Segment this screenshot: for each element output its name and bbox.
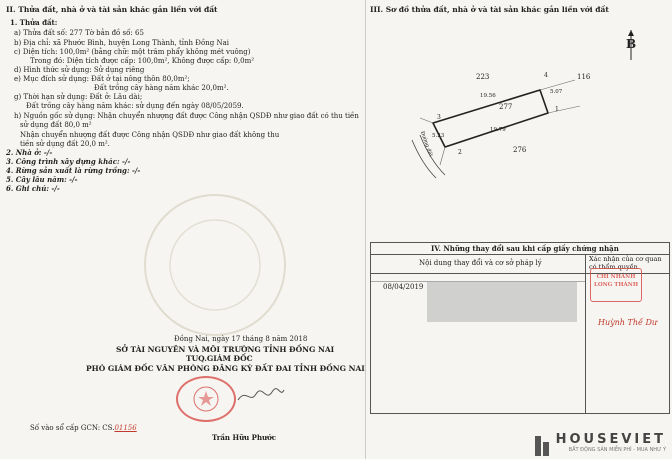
point-4: 4 [544, 72, 548, 79]
origin-3: Nhận chuyển nhượng đất được Công nhận QSDĐ như giao đất không thu [20, 131, 280, 139]
brand-name: HOUSEVIET [555, 432, 666, 447]
cert-registry-number: 01156 [114, 424, 137, 432]
road-label: Đường đất [418, 130, 434, 158]
houseviet-logo-icon [534, 434, 552, 458]
cert-registry-label: Số vào sổ cấp GCN: CS.01156 [30, 424, 137, 432]
length-left: 5.23 [432, 133, 445, 139]
parcel-223: 223 [476, 73, 490, 81]
length-bottom: 19.79 [490, 127, 506, 133]
area-detail: Trong đó: Diện tích được cấp: 100,0m², Không được cấp: 0,0m² [30, 57, 255, 65]
item-6: 6. Ghi chú: -/- [6, 184, 60, 193]
usage-purpose-2: Đất trồng cây hàng năm khác 20,0m². [94, 84, 229, 92]
director-signature-icon [236, 386, 286, 406]
item-2: 2. Nhà ở: -/- [6, 148, 53, 157]
origin-4: tiền sử dụng đất 20,0 m². [20, 140, 110, 148]
org-authority: TUQ.GIÁM ĐỐC [186, 354, 253, 363]
parcel-277: 277 [499, 103, 513, 111]
north-label: B [626, 37, 637, 51]
area: c) Diện tích: 100,0m² (bằng chữ: một trăm phẩy không mét vuông) [14, 48, 251, 56]
parcel-276: 276 [513, 146, 527, 154]
origin: h) Nguồn gốc sử dụng: Nhận chuyển nhượng đất được Công nhận QSDĐ như giao đất có thu tiền [14, 112, 359, 120]
origin-2: sử dụng đất 80,0 m² [20, 121, 92, 129]
item-4: 4. Rừng sản xuất là rừng trồng: -/- [6, 166, 141, 175]
usage-term-2: Đất trồng cây hàng năm khác: sử dụng đến ngày 08/05/2059. [26, 102, 244, 110]
org-position: PHÓ GIÁM ĐỐC VĂN PHÒNG ĐĂNG KÝ ĐẤT ĐAI TỈNH ĐỒNG NAI [86, 364, 365, 373]
issue-date: Đồng Nai, ngày 17 tháng 8 năm 2018 [174, 335, 308, 343]
col-authority: Xác nhận của cơ quan có thẩm quyền [589, 255, 662, 271]
table-column-divider [585, 254, 586, 413]
seal-star-icon [178, 378, 234, 420]
point-3: 3 [437, 114, 441, 121]
parcel-diagram [400, 60, 600, 180]
cert-registry-text: Số vào sổ cấp GCN: CS [30, 424, 113, 432]
address: b) Địa chỉ: xã Phước Bình, huyện Long Thành, tỉnh Đồng Nai [14, 39, 229, 47]
parcel-number: a) Thửa đất số: 277 Tờ bản đồ số: 65 [14, 29, 144, 37]
section-title-right: III. Sơ đồ thửa đất, nhà ở và tài sản khác gắn liền với đất [370, 5, 609, 14]
north-pointer-icon [624, 30, 638, 60]
item-1: 1. Thửa đất: [10, 18, 58, 27]
houseviet-logo [556, 432, 666, 453]
change-row-date: 08/04/2019 [383, 283, 424, 291]
branch-signature: Huỳnh Thế Dư [598, 318, 658, 327]
length-top: 19.56 [480, 93, 496, 99]
point-1: 1 [555, 106, 559, 113]
org-name: SỞ TÀI NGUYÊN VÀ MÔI TRƯỜNG TỈNH ĐỒNG NAI [116, 345, 335, 354]
point-2: 2 [458, 149, 462, 156]
parcel-116: 116 [577, 73, 591, 81]
branch-stamp: CHI NHÁNH LONG THÀNH [590, 268, 642, 302]
redacted-content [427, 282, 577, 322]
col-change-content: Nội dung thay đổi và cơ sở pháp lý [419, 259, 542, 267]
signer-name: Trần Hữu Phước [212, 433, 277, 442]
usage-term: g) Thời hạn sử dụng: Đất ở: Lâu dài; [14, 93, 143, 101]
official-seal-stamp [176, 376, 236, 422]
watermark-emblem-icon [140, 190, 290, 340]
brand-tagline: BẤT ĐỘNG SẢN MIỄN PHÍ - MUA NHƯ Ý [568, 447, 666, 453]
item-3: 3. Công trình xây dựng khác: -/- [6, 157, 131, 166]
usage-form: d) Hình thức sử dụng: Sử dụng riêng [14, 66, 145, 74]
section-title-left: II. Thửa đất, nhà ở và tài sản khác gắn liền với đất [6, 5, 218, 14]
page-divider [365, 0, 366, 459]
item-5: 5. Cây lâu năm: -/- [6, 175, 78, 184]
length-right: 5.07 [550, 89, 563, 95]
usage-purpose: e) Mục đích sử dụng: Đất ở tại nông thôn 80,0m²; [14, 75, 190, 83]
changes-table-title: IV. Những thay đổi sau khi cấp giấy chứng nhận [371, 243, 669, 255]
